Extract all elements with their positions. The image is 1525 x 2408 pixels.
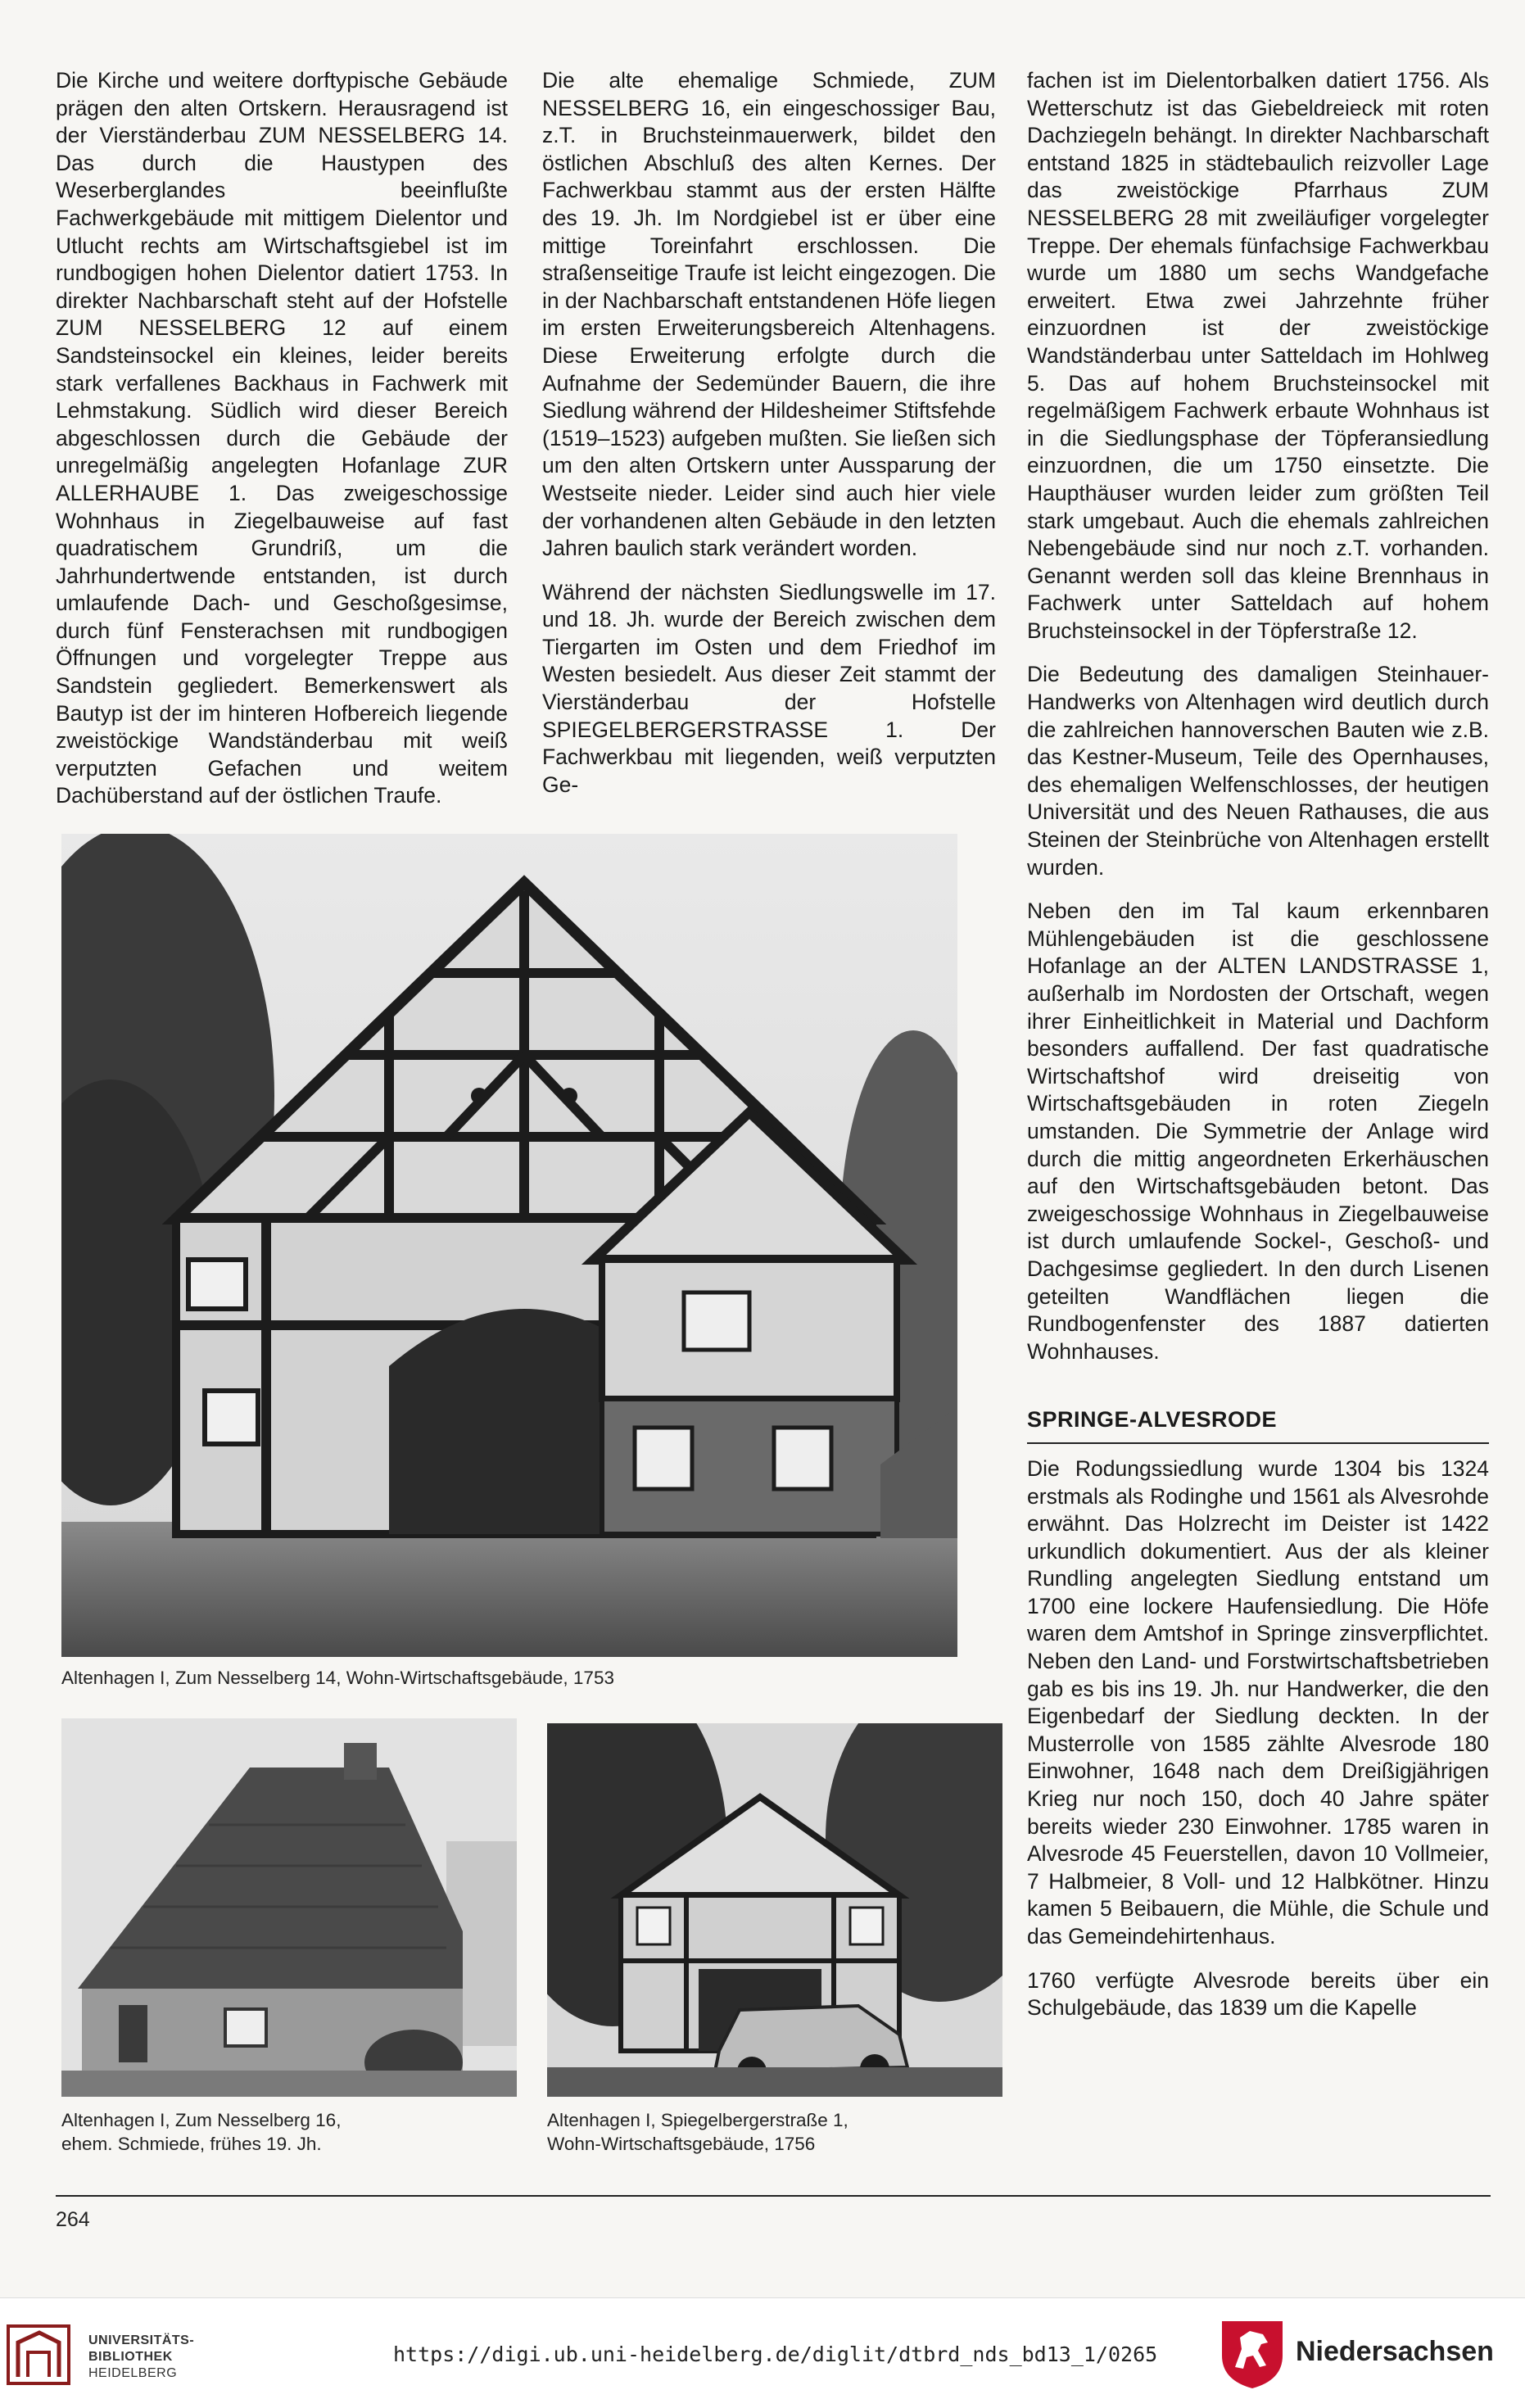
niedersachsen-logo[interactable] (1217, 2316, 1512, 2390)
viewer-footer (0, 2297, 1525, 2408)
text-column-2 (542, 67, 996, 815)
library-name-line: BIBLIOTHEK (88, 2350, 173, 2364)
caption-line: Altenhagen I, Zum Nesselberg 16, (61, 2110, 342, 2130)
caption-line: Wohn-Wirtschaftsgebäude, 1756 (547, 2134, 816, 2154)
section-heading: SPRINGE-ALVESRODE (1027, 1406, 1489, 1444)
photo-caption (547, 2108, 848, 2156)
photo-caption (61, 2108, 341, 2156)
caption-line: ehem. Schmiede, frühes 19. Jh. (61, 2134, 322, 2154)
library-name-line: UNIVERSITÄTS- (88, 2333, 195, 2347)
library-name (88, 2333, 194, 2382)
document-url[interactable]: https://digi.ub.uni-heidelberg.de/diglit/dtbrd_nds_bd13_1/0265 (393, 2342, 1158, 2366)
text-column-1 (56, 67, 508, 826)
paragraph: Die Kirche und weitere dorftypische Gebäude prägen den alten Ortskern. Herausragend ist der Vierständerbau ZUM NESSELBERG 14. Das durch die Haustypen des Weserberglandes beeinflußte Fachwerkgebäude mit mittigem Dielentor und Utlucht rechts am Wirtschaftsgiebel ist im rundbogigen hohen Dielentor datiert 1753. In direkter Nachbarschaft steht auf der Hofstelle ZUM NESSELBERG 12 auf einem Sandsteinsockel ein kleines, leider bereits stark verfallenes Backhaus in Fachwerk mit Lehmstakung. Südlich wird dieser Bereich abgeschlossen durch die Gebäude der unregelmäßig angelegten Hofanlage ZUR ALLERHAUBE 1. Das zweigeschossige Wohnhaus in Ziegelbauweise auf fast quadratischem Grundriß, um die Jahrhundertwende entstanden, ist durch umlaufende Dach- und Geschoßgesimse, durch fünf Fensterachsen mit rundbogigen Öffnungen und vorgelegter Treppe aus Sandstein gegliedert. Bemerkenswert als Bautyp ist der im hinteren Hofbereich liegende zweistöckige Wandständerbau mit weiß verputzten Gefachen und weitem Dachüberstand auf der östlichen Traufe. (56, 68, 508, 808)
paragraph: Während der nächsten Siedlungswelle im 17. und 18. Jh. wurde der Bereich zwischen dem Tiergarten im Osten und dem Friedhof im Westen besiedelt. Aus dieser Zeit stammt der Vierständerbau der Hofstelle SPIEGELBERGERSTRASSE 1. Der Fachwerkbau mit liegenden, weiß verputzten Ge- (542, 579, 996, 797)
spiegelberger-photo (547, 1723, 1002, 2097)
paragraph: Die alte ehemalige Schmiede, ZUM NESSELBERG 16, ein eingeschossiger Bau, z.T. in Bruchsteinmauerwerk, bildet den östlichen Abschluß des alten Kernes. Der Fachwerkbau stammt aus der ersten Hälfte des 19. Jh. Im Nordgiebel ist er über eine mittige Toreinfahrt erschlossen. Die straßenseitige Traufe ist leicht eingezogen. Die in der Nachbarschaft entstandenen Höfe liegen im ersten Erweiterungsbereich Altenhagens. Diese Erweiterung erfolgte durch die Aufnahme der Sedemünder Bauern, die ihre Siedlung während der Hildesheimer Stiftsfehde (1519–1523) aufgeben mußten. Sie ließen sich um den alten Ortskern unter Aussparung der Westseite nieder. Leider sind auch hier viele der vorhandenen alten Gebäude in den letzten Jahren baulich stark verändert worden. (542, 68, 996, 561)
library-name-line: HEIDELBERG (88, 2366, 178, 2380)
caption-line: Altenhagen I, Spiegelbergerstraße 1, (547, 2110, 848, 2130)
horse-crest-icon (1217, 2316, 1287, 2390)
paragraph: Die Bedeutung des damaligen Steinhauer-Handwerks von Altenhagen wird deutlich durch die zahlreichen hannoverschen Bauten wie z.B. das Kestner-Museum, Teile des Opernhauses, des ehemaligen Welfenschlosses, der heutigen Universität und des Neuen Rathauses, die aus Steinen der Steinbrüche von Altenhagen erstellt wurden. (1027, 662, 1489, 880)
page-number: 264 (56, 2208, 90, 2231)
university-library-logo[interactable] (7, 2320, 277, 2390)
paragraph: Die Rodungssiedlung wurde 1304 bis 1324 erstmals als Rodinghe und 1561 als Alvesrohde erwähnt. Das Holzrecht im Deister ist 1422 urkundlich dokumentiert. Aus der als kleiner Rundling angelegten Siedlung entstand um 1700 eine lockere Haufensiedlung. Die Höfe waren dem Amtshof in Springe zinsverpflichtet. Neben den Land- und Forstwirtschaftsbetrieben gab es bis ins 19. Jh. nur Handwerker, die den Eigenbedarf der Siedlung deckten. In der Musterrolle von 1585 zählte Alvesrode 180 Einwohner, 1648 nach dem Dreißigjährigen Krieg nur noch 150, doch 40 Jahre später bereits wieder 230 Einwohner. 1785 waren in Alvesrode 45 Feuerstellen, davon 10 Vollmeier, 7 Halbmeier, 8 Voll- und 12 Halbkötner. Hinzu kamen 5 Beibauern, die Mühle, die Schule und das Gemeindehirtenhaus. (1027, 1455, 1489, 1949)
smithy-photo (61, 1718, 517, 2097)
paragraph: 1760 verfügte Alvesrode bereits über ein Schulgebäude, das 1839 um die Kapelle (1027, 1967, 1489, 2021)
photo-caption: Altenhagen I, Zum Nesselberg 14, Wohn-Wirtschaftsgebäude, 1753 (61, 1668, 614, 1688)
library-seal-icon (7, 2320, 77, 2390)
state-name: Niedersachsen (1296, 2336, 1494, 2367)
paragraph: fachen ist im Dielentorbalken datiert 1756. Als Wetterschutz ist das Giebeldreieck mit roten Dachziegeln behängt. In direkter Nachbarschaft entstand 1825 in städtebaulich reizvoller Lage das zweistöckige Pfarrhaus ZUM NESSELBERG 28 mit zweiläufiger vorgelegter Treppe. Der ehemals fünfachsige Fachwerkbau wurde um 1880 um sechs Wandgefache erweitert. Etwa zwei Jahrzehnte früher einzuordnen ist der zweistöckige Wandständerbau unter Satteldach im Hohlweg 5. Das auf hohem Bruchsteinsockel mit regelmäßigem Fachwerk erbaute Wohnhaus ist in die Siedlungsphase der Töpferansiedlung einzuordnen, die um 1750 einsetzte. Die Haupthäuser wurden leider zum größten Teil stark umgebaut. Auch die ehemals zahlreichen Nebengebäude sind nur noch z.T. vorhanden. Genannt werden soll das kleine Brennhaus in Fachwerk unter Satteldach auf hohem Bruchsteinsockel in der Töpferstraße 12. (1027, 68, 1489, 643)
text-column-3 (1027, 67, 1489, 2039)
footer-rule (56, 2195, 1491, 2197)
paragraph: Neben den im Tal kaum erkennbaren Mühlengebäuden ist die geschlossene Hofanlage an der ALTEN LANDSTRASSE 1, außerhalb im Nordosten der Ortschaft, wegen ihrer Einheitlichkeit in Material und Dachform besonders auffallend. Der fast quadratische Wirtschaftshof wird dreiseitig von Wirtschaftsgebäuden in roten Ziegeln umstanden. Die Symmetrie der Anlage wird durch die mittig angeordneten Erkerhäuschen auf den Wirtschaftsgebäuden betont. Das zweigeschossige Wohnhaus in Ziegelbauweise ist durch umlaufende Sockel-, Geschoß- und Dachgesimse gegliedert. In den durch Lisenen geteilten Wandflächen liegen die Rundbogenfenster des 1887 datierten Wohnhauses. (1027, 898, 1489, 1364)
main-photo (61, 834, 957, 1657)
